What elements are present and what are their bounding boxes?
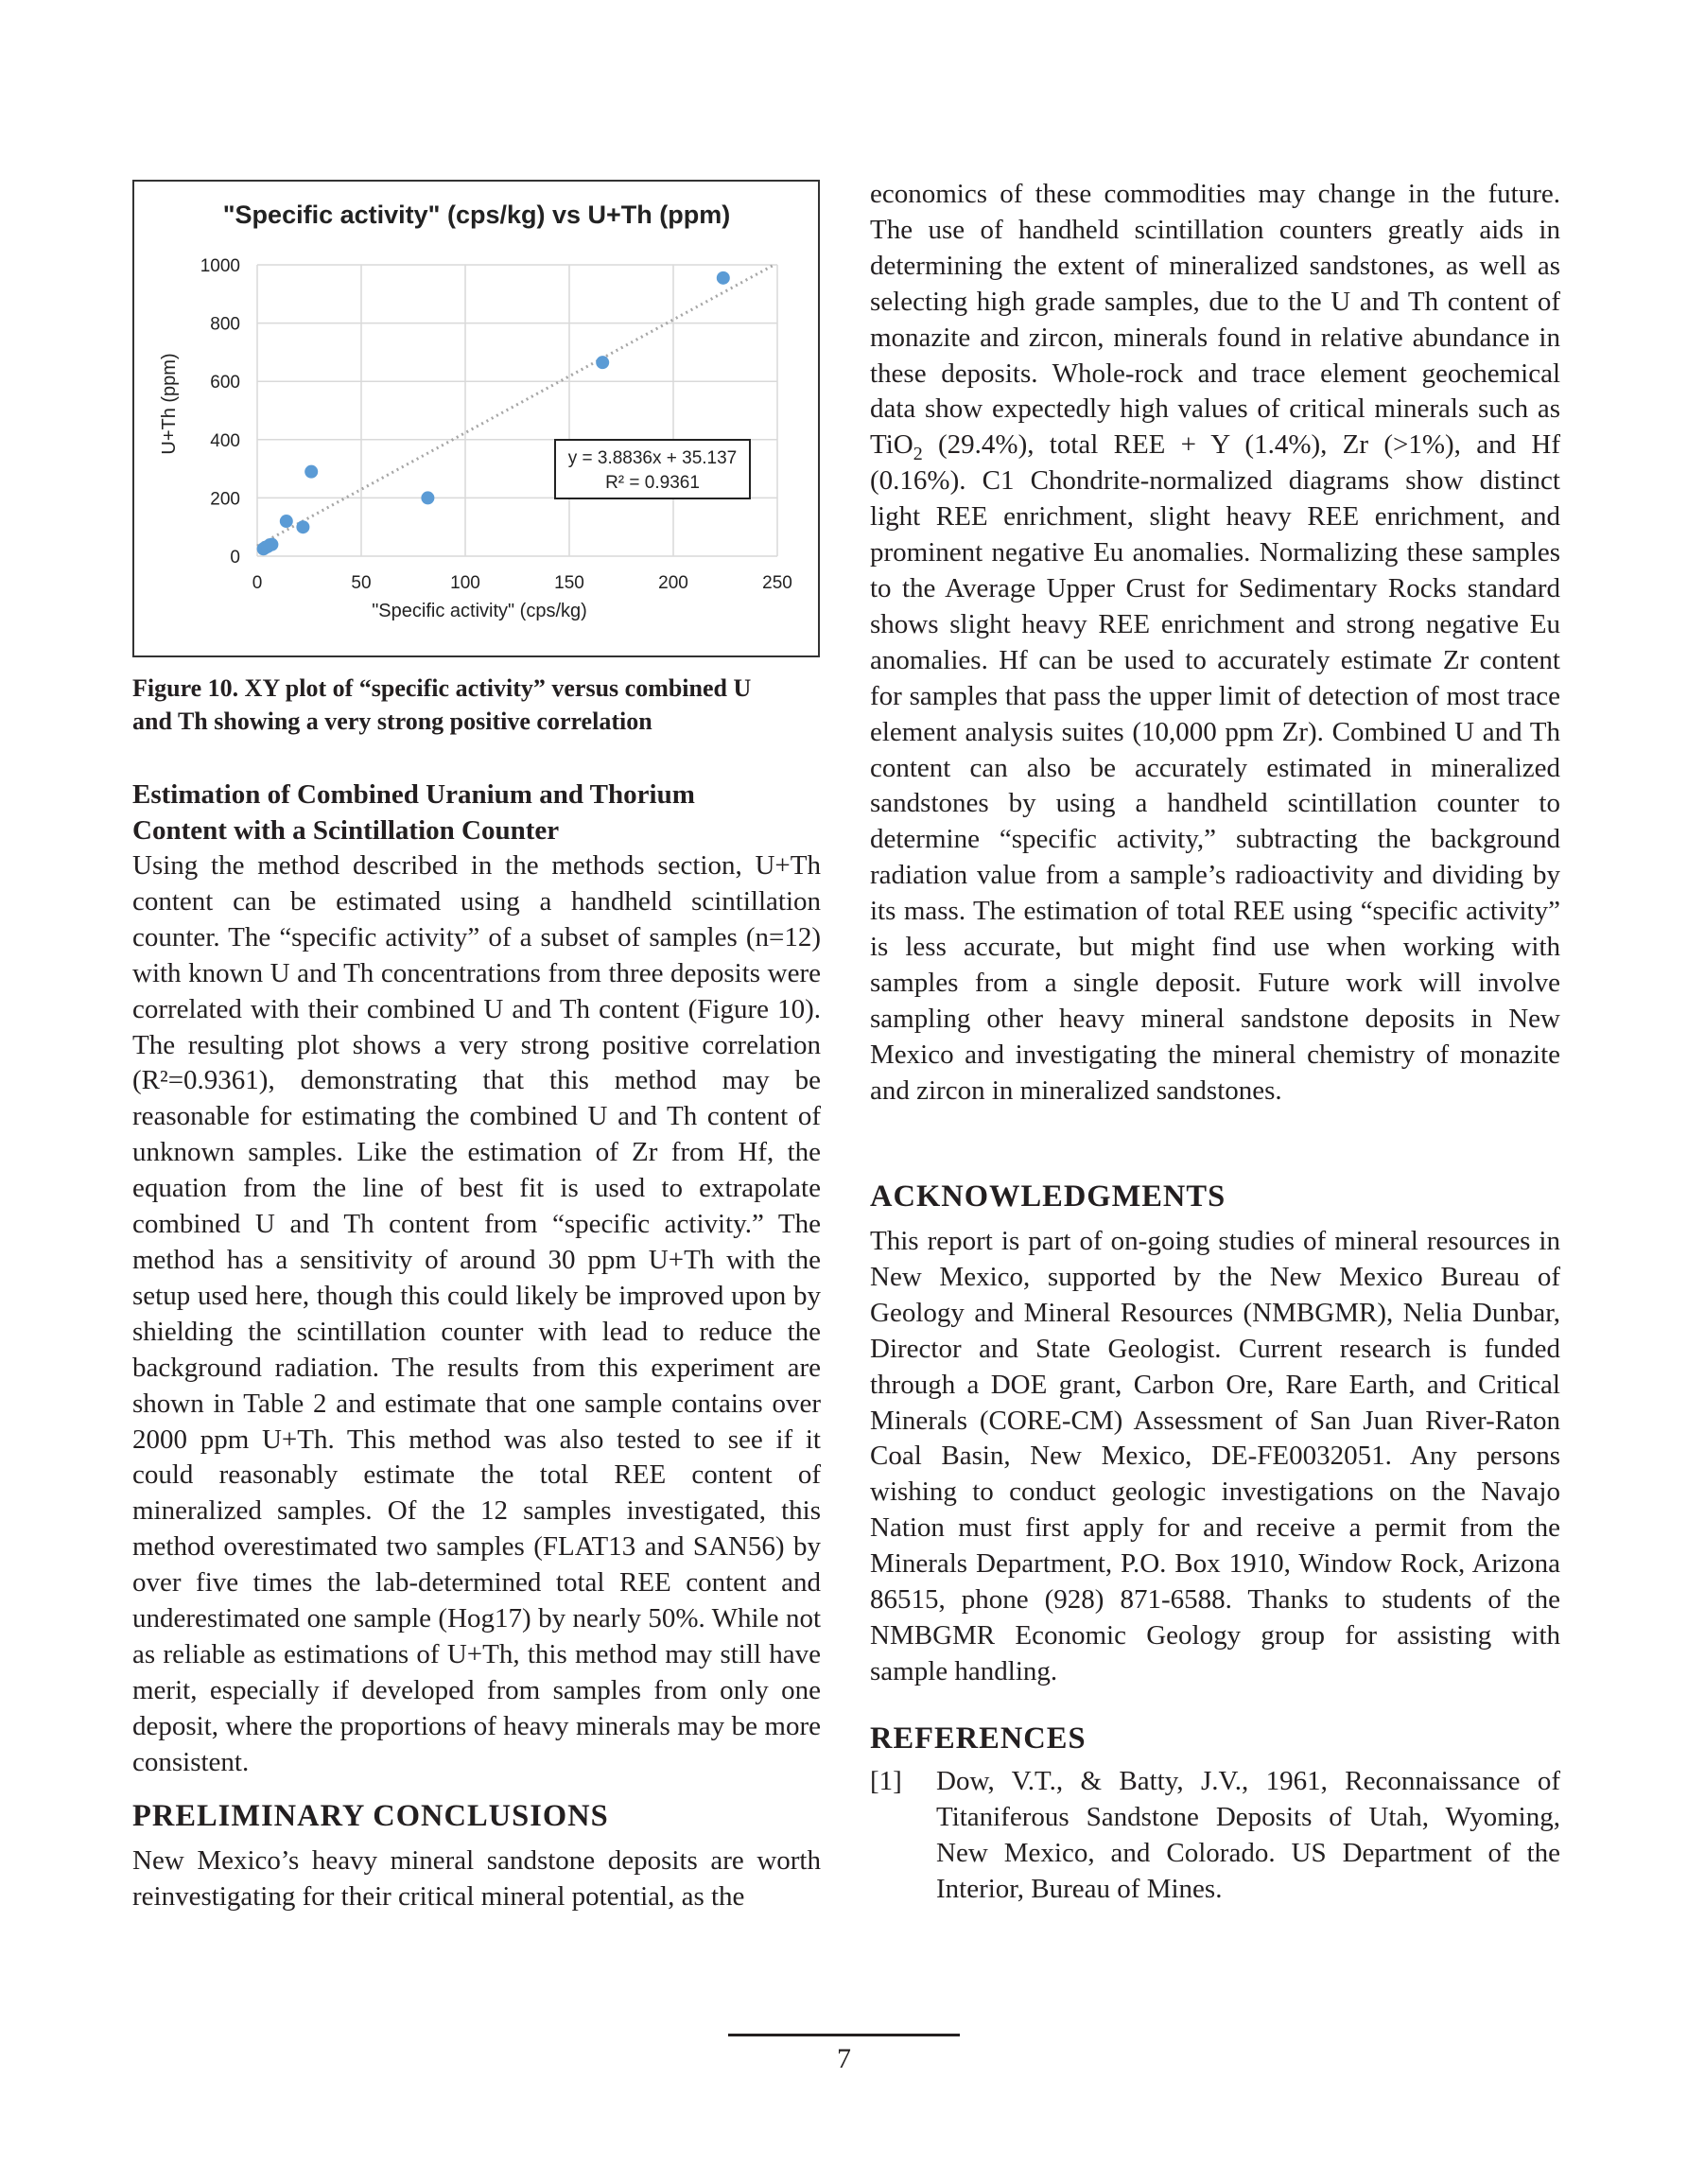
- x-tick-label-150: 150: [554, 573, 584, 593]
- trendline-equation: y = 3.8836x + 35.137: [567, 448, 738, 468]
- conclusions-text-b: (29.4%), total REE + Y (1.4%), Zr (>1%), and Hf (0.16%). C1 Chondrite-normalized diagrams show distinct light REE enrichment, slight heavy REE enrichment, and prominent negative Eu anomalies. Normalizing these samples to the Average Upper Crust for Sedimentary Rocks standard shows slight heavy REE enrichment and strong negative Eu anomalies. Hf can be used to accurately estimate Zr content for samples that pass the upper limit of detection of most trace element analysis suites (10,000 ppm Zr). Combined U and Th content can also be accurately estimated in mineralized sandstones by using a handheld scintillation counter to determine “specific activity,” subtracting the background radiation value from a sample’s radioactivity and dividing by its mass. The estimation of total REE using “specific activity” is less accurate, but might find use when working with samples from a single deposit. Future work will involve sampling other heavy mineral sandstone deposits in New Mexico and investigating the mineral chemistry of monazite and zircon in mineralized sandstones.: [870, 429, 1560, 1106]
- subscript-2: 2: [913, 444, 923, 465]
- data-point-10: [596, 356, 609, 369]
- chart-trendline: [257, 265, 774, 546]
- trendline-equation-box: [555, 440, 750, 498]
- y-tick-label-800: 800: [210, 314, 240, 335]
- figure-caption-line-1: Figure 10. XY plot of “specific activity” versus combined U: [132, 674, 752, 702]
- page-number: 7: [837, 2043, 851, 2074]
- section-heading-estimation-line-1: Estimation of Combined Uranium and Thorium: [132, 779, 695, 810]
- footer-rule: [728, 2034, 960, 2036]
- section-heading-acknowledgments: ACKNOWLEDGMENTS: [870, 1179, 1226, 1214]
- trendline: [257, 265, 774, 546]
- conclusions-paragraph-right: [870, 177, 1560, 1109]
- section-heading-references: REFERENCES: [870, 1721, 1087, 1756]
- figure-caption: [132, 672, 821, 738]
- data-point-9: [421, 491, 434, 504]
- section-heading-conclusions: PRELIMINARY CONCLUSIONS: [132, 1799, 609, 1833]
- reference-text: Dow, V.T., & Batty, J.V., 1961, Reconnaissance of Titaniferous Sandstone Deposits of Utah, Wyoming, New Mexico, and Colorado. US Department of the Interior, Bureau of Mines.: [936, 1766, 1560, 1904]
- y-axis-label: U+Th (ppm): [159, 353, 180, 455]
- data-point-6: [280, 515, 293, 528]
- figure-10-chart: [132, 180, 820, 657]
- x-tick-label-250: 250: [762, 573, 792, 593]
- y-tick-label-200: 200: [210, 489, 240, 510]
- y-tick-label-600: 600: [210, 373, 240, 393]
- data-point-11: [717, 271, 730, 285]
- scatter-plot: [134, 182, 818, 655]
- trendline-r-squared: R² = 0.9361: [605, 473, 700, 493]
- data-point-7: [296, 520, 309, 533]
- reference-number: [1]: [870, 1766, 902, 1796]
- estimation-paragraph: Using the method described in the methods section, U+Th content can be estimated using a handheld scintillation counter. The “specific activity” of a subset of samples (n=12) with known U and Th concentrations from three deposits were correlated with their combined U and Th content (Figure 10). The resulting plot shows a very strong positive correlation (R²=0.9361), demonstrating that this method may be reasonable for estimating the combined U and Th content of unknown samples. Like the estimation of Zr from Hf, the equation from the line of best fit is used to extrapolate combined U and Th content from “specific activity.” The method has a sensitivity of around 30 ppm U+Th with the setup used here, though this could likely be improved upon by shielding the scintillation counter with lead to reduce the background radiation. The results from this experiment are shown in Table 2 and estimate that one sample contains over 2000 ppm U+Th. This method was also tested to see if it could reasonably estimate the total REE content of mineralized samples. Of the 12 samples investigated, this method overestimated two samples (FLAT13 and SAN56) by over five times the lab-determined total REE content and underestimated one sample (Hog17) by nearly 50%. While not as reliable as estimations of U+Th, this method may still have merit, especially if developed from samples from only one deposit, where the proportions of heavy minerals may be more consistent.: [132, 850, 821, 1777]
- chart-tick-labels: [200, 256, 792, 593]
- conclusions-text-a: economics of these commodities may change in the future. The use of handheld scintillation counters greatly aids in determining the extent of mineralized sandstones, as well as selecting high grade samples, due to the U and Th content of monazite and zircon, minerals found in relative abundance in these deposits. Whole-rock and trace element geochemical data show expectedly high values of critical minerals such as TiO: [870, 179, 1560, 461]
- x-tick-label-50: 50: [351, 573, 372, 593]
- y-tick-label-0: 0: [230, 548, 240, 568]
- chart-grid: [257, 265, 777, 556]
- x-tick-label-0: 0: [252, 573, 263, 593]
- section-heading-estimation-line-2: Content with a Scintillation Counter: [132, 814, 560, 846]
- acknowledgments-paragraph: This report is part of on-going studies of mineral resources in New Mexico, supported by the New Mexico Bureau of Geology and Mineral Resources (NMBGMR), Nelia Dunbar, Director and State Geologist. Current research is funded through a DOE grant, Carbon Ore, Rare Earth, and Critical Minerals (CORE-CM) Assessment of San Juan River-Raton Coal Basin, New Mexico, DE-FE0032051. Any persons wishing to conduct geologic investigations on the Navajo Nation must first apply for and receive a permit from the Minerals Department, P.O. Box 1910, Window Rock, Arizona 86515, phone (928) 871-6588. Thanks to students of the NMBGMR Economic Geology group for assisting with sample handling.: [870, 1226, 1560, 1686]
- data-point-8: [304, 465, 318, 479]
- section-heading-estimation: [132, 778, 821, 848]
- chart-points: [257, 271, 730, 555]
- data-point-5: [265, 538, 278, 551]
- x-axis-label: "Specific activity" (cps/kg): [372, 601, 587, 621]
- chart-title: "Specific activity" (cps/kg) vs U+Th (ppm): [222, 201, 731, 229]
- y-tick-label-400: 400: [210, 430, 240, 451]
- figure-caption-line-2: and Th showing a very strong positive correlation: [132, 708, 652, 735]
- x-tick-label-200: 200: [658, 573, 688, 593]
- x-tick-label-100: 100: [450, 573, 480, 593]
- y-tick-label-1000: 1000: [200, 256, 240, 276]
- conclusions-paragraph-left: New Mexico’s heavy mineral sandstone deposits are worth reinvestigating for their critical mineral potential, as the: [132, 1845, 821, 1912]
- reference-item: [870, 1764, 1560, 1908]
